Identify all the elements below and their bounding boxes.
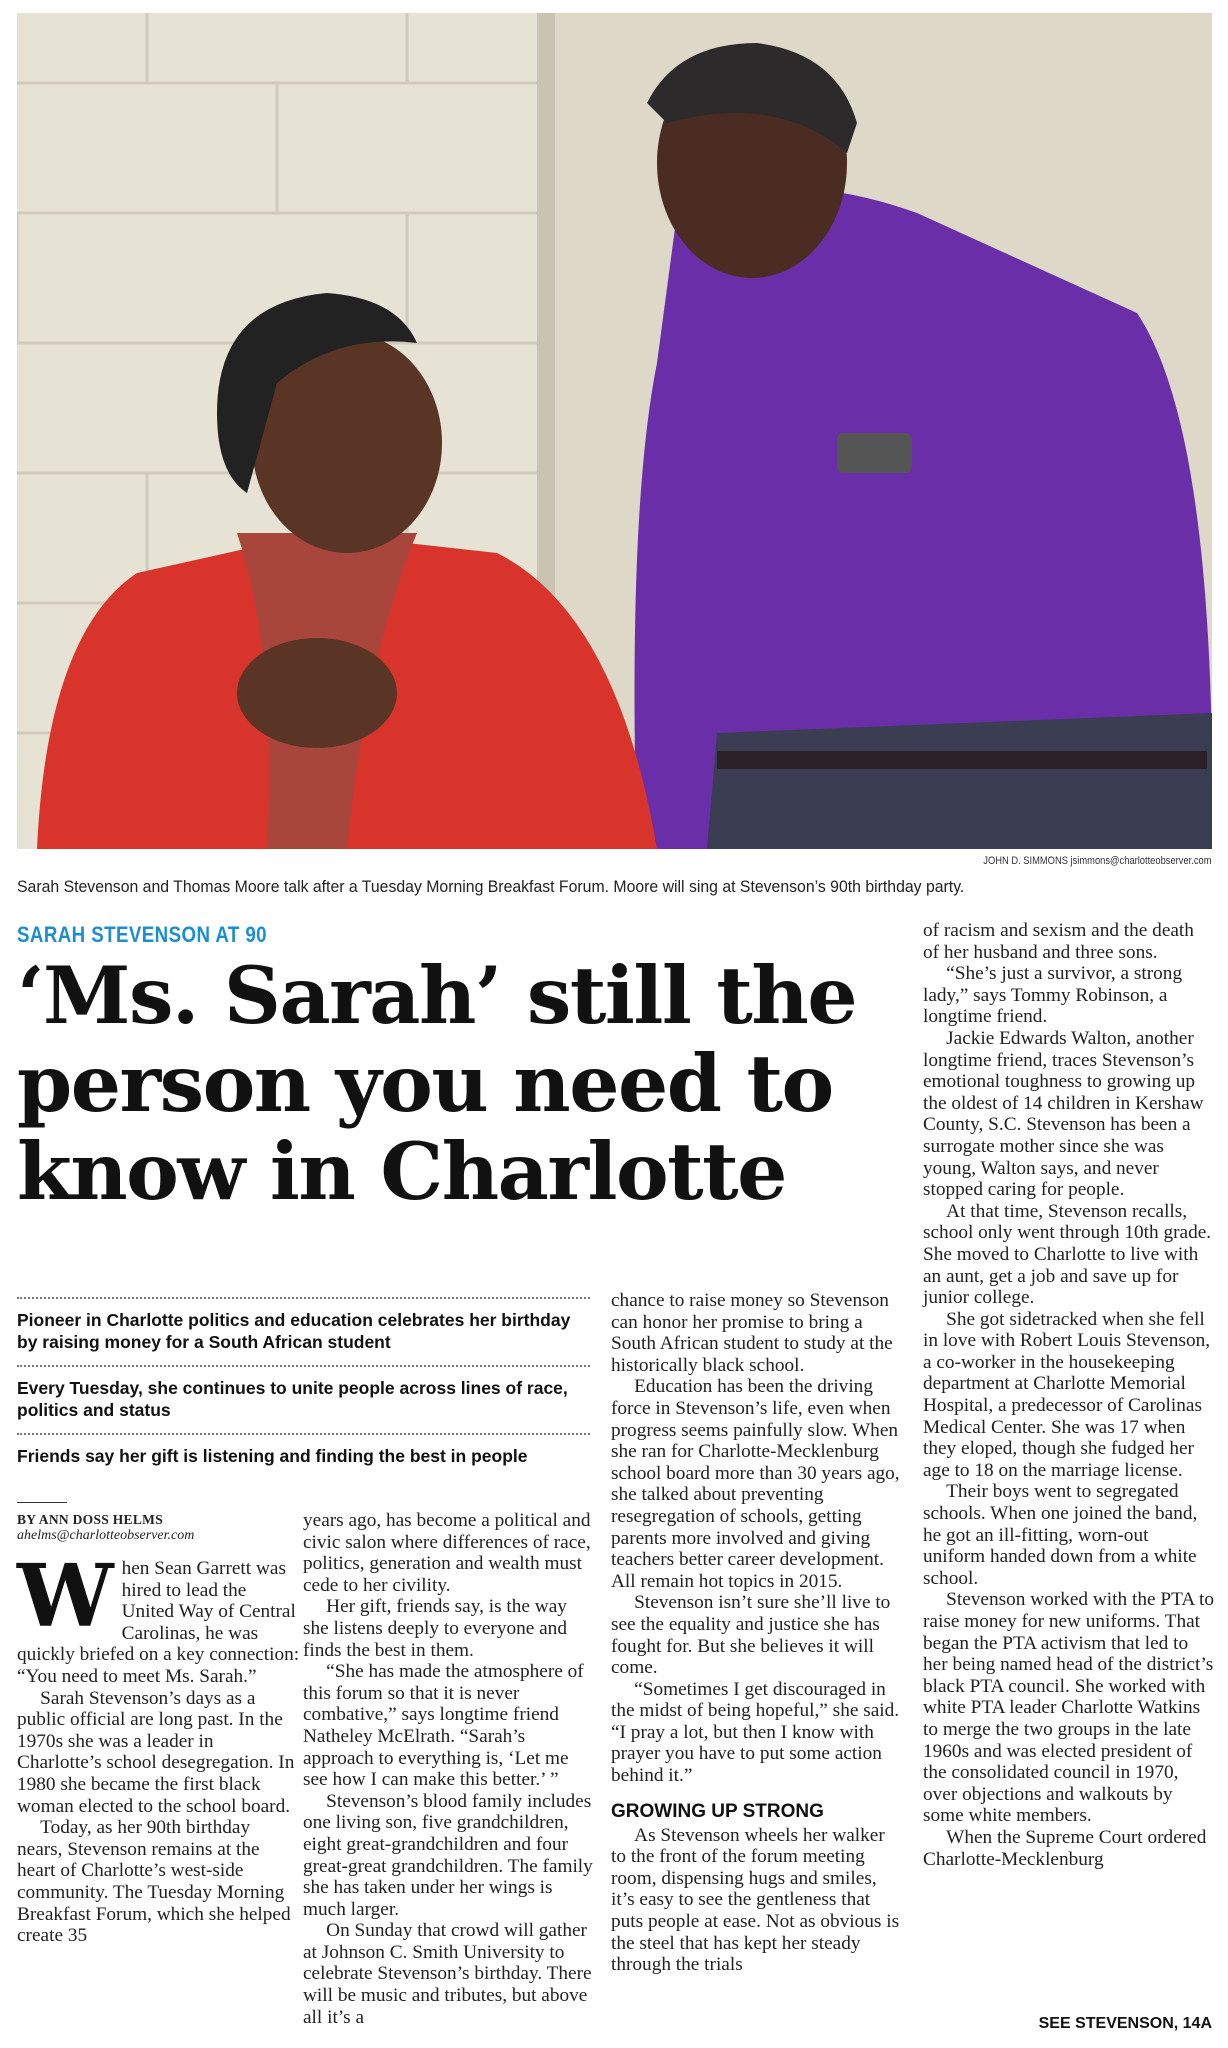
- paragraph: Stevenson worked with the PTA to raise money for new uniforms. That began the PTA activism that led to her being named head of the district’s black PTA council. She worked with white PTA leader Charlotte Watkins to merge the two groups in the late 1960s and was elected president of the consolidated council in 1970, over objections and walkouts by some white members.: [923, 1589, 1214, 1827]
- photo-caption: Sarah Stevenson and Thomas Moore talk after a Tuesday Morning Breakfast Forum. Moore will sing at Stevenson’s 90th birthday party.: [17, 877, 965, 896]
- paragraph: Education has been the driving force in Stevenson’s life, even when progress seems painfully slow. When she ran for Charlotte-Mecklenburg school board more than 30 years ago, she talked about preventing resegregation of schools, getting parents more involved and giving teachers better career development. All remain hot topics in 2015.: [611, 1376, 900, 1592]
- paragraph: Stevenson isn’t sure she’ll live to see the equality and justice she has fought for. But she believes it will come.: [611, 1592, 891, 1679]
- column-1: [17, 1502, 300, 1947]
- kicker: SARAH STEVENSON AT 90: [17, 922, 267, 947]
- paragraph: “She has made the atmosphere of this forum so that it is never combative,” says longtime friend Natheley McElrath. “Sarah’s approach to everything is, ‘Let me see how I can make this better.’ ”: [303, 1661, 584, 1791]
- paragraph: Jackie Edwards Walton, another longtime friend, traces Stevenson’s emotional toughness to growing up the oldest of 14 children in Kershaw County, S.C. Stevenson has been a surrogate mother since she was young, Walton says, and never stopped caring for people.: [923, 1027, 1204, 1201]
- column-4: [923, 920, 1214, 1870]
- paragraph: “She’s just a survivor, a strong lady,” says Tommy Robinson, a longtime friend.: [923, 963, 1183, 1028]
- paragraph: hen Sean Garrett was hired to lead the United Way of Central Carolinas, he was quickly briefed on a key connection: “You need to meet Ms. Sarah.”: [17, 1558, 300, 1687]
- paragraph: Sarah Stevenson’s days as a public official are long past. In the 1970s she was a leader in Charlotte’s school desegregation. In 1980 she became the first black woman elected to the school board.: [17, 1687, 295, 1817]
- paragraph: She got sidetracked when she fell in love with Robert Louis Stevenson, a co-worker in the housekeeping department at Charlotte Memorial Hospital, a predecessor of Carolinas Medical Center. She was 17 when they eloped, though she fudged her age to 18 on the marriage license.: [923, 1308, 1211, 1481]
- paragraph: “Sometimes I get discouraged in the midst of being hopeful,” she said. “I pray a lot, but then I know with prayer you have to put some action behind it.”: [611, 1678, 900, 1787]
- column-3-body-continued: [611, 1825, 901, 1976]
- deck-1: Pioneer in Charlotte politics and education celebrates her birthday by raising money for a South African student: [17, 1297, 590, 1365]
- paragraph: Stevenson’s blood family includes one living son, five grandchildren, eight great-grandchildren and four great-great grandchildren. The family she has taken under her wings is much larger.: [303, 1790, 593, 1920]
- paragraph: Her gift, friends say, is the way she listens deeply to everyone and finds the best in them.: [303, 1596, 567, 1661]
- paragraph: of racism and sexism and the death of her husband and three sons.: [923, 920, 1194, 963]
- paragraph: As Stevenson wheels her walker to the front of the forum meeting room, dispensing hugs and smiles, it’s easy to see the gentleness that puts people at ease. Not as obvious is the steel that has kept her steady through the trials: [611, 1824, 900, 1976]
- headline: ‘Ms. Sarah’ still the person you need to know in Charlotte: [17, 949, 857, 1218]
- deck-list: [17, 1297, 590, 1479]
- paragraph: On Sunday that crowd will gather at Johnson C. Smith University to celebrate Stevenson’s birthday. There will be music and tributes, but above all it’s a: [303, 1920, 592, 2028]
- byline-rule: [17, 1502, 67, 1503]
- subhead: GROWING UP STRONG: [611, 1800, 824, 1822]
- article-photo: [17, 13, 1212, 849]
- paragraph: At that time, Stevenson recalls, school only went through 10th grade. She moved to Charlotte to live with an aunt, get a job and save up for junior college.: [923, 1200, 1212, 1309]
- byline-email[interactable]: ahelms@charlotteobserver.com: [17, 1528, 195, 1543]
- deck-2: Every Tuesday, she continues to unite people across lines of race, politics and status: [17, 1365, 590, 1433]
- photo-illustration: [17, 13, 1212, 849]
- photo-credit: JOHN D. SIMMONS jsimmons@charlotteobserver.com: [983, 855, 1212, 867]
- paragraph: chance to raise money so Stevenson can honor her promise to bring a South African student to study at the historically black school.: [611, 1290, 893, 1376]
- column-3-body: [611, 1290, 901, 1787]
- drop-cap: W: [17, 1546, 114, 1647]
- paragraph: Their boys went to segregated schools. When one joined the band, he got an ill-fitting, worn-out uniform handed down from a white school.: [923, 1481, 1198, 1589]
- paragraph: years ago, has become a political and civic salon where differences of race, politics, generation and wealth must cede to her civility.: [303, 1510, 591, 1596]
- byline-author: BY ANN DOSS HELMS: [17, 1512, 164, 1527]
- paragraph: Today, as her 90th birthday nears, Stevenson remains at the heart of Charlotte’s west-side community. The Tuesday Morning Breakfast Forum, which she helped create 35: [17, 1817, 291, 1947]
- deck-3: Friends say her gift is listening and finding the best in people: [17, 1433, 590, 1479]
- paragraph: When the Supreme Court ordered Charlotte-Mecklenburg: [923, 1826, 1207, 1870]
- column-3: [611, 1290, 901, 1976]
- column-2: [303, 1510, 594, 2028]
- jump-line[interactable]: SEE STEVENSON, 14A: [1038, 2015, 1212, 2032]
